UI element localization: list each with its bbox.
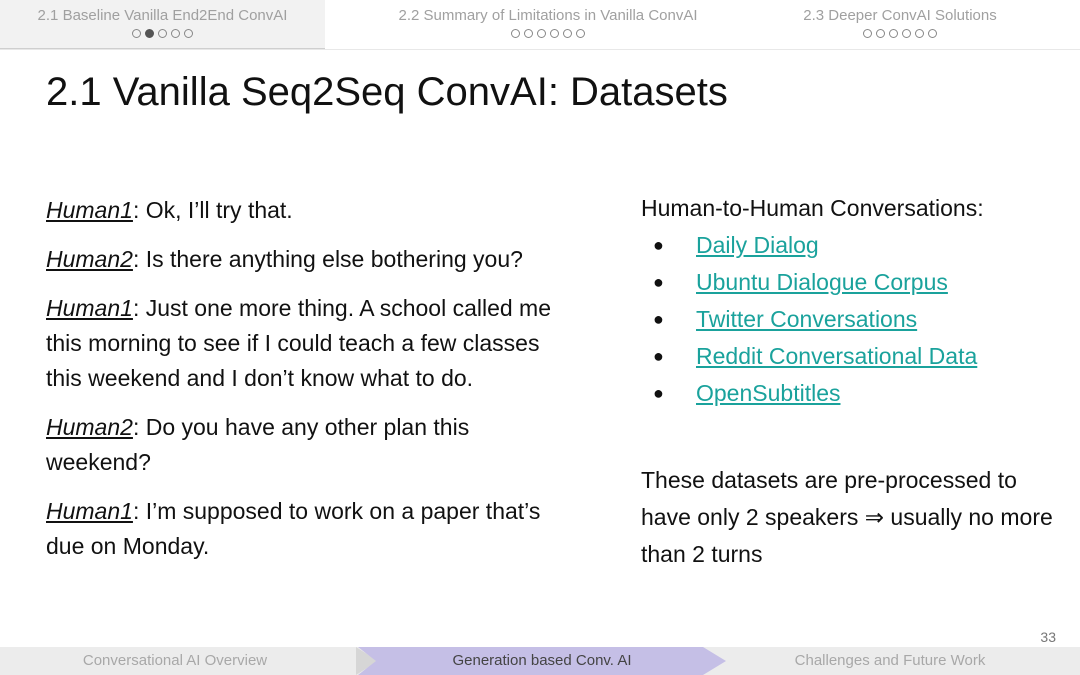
list-item (641, 340, 1061, 377)
top-navigation (0, 0, 1080, 50)
bottom-section-generation[interactable]: Generation based Conv. AI (452, 652, 632, 669)
nav-section-title: 2.1 Baseline Vanilla End2End ConvAI (37, 7, 288, 24)
nav-dot[interactable] (171, 29, 180, 38)
dialog-example (46, 193, 576, 578)
nav-dot[interactable] (537, 29, 546, 38)
nav-dot[interactable] (576, 29, 585, 38)
bullet-icon: ● (653, 383, 664, 403)
datasets-note: These datasets are pre-processed to have only 2 speakers ⇒ usually no more than 2 turns (641, 467, 1053, 567)
nav-section-title: 2.2 Summary of Limitations in Vanilla ConvAI (398, 7, 698, 24)
speaker-label: Human1 (46, 498, 133, 524)
list-item (641, 229, 1061, 266)
bullet-icon: ● (653, 309, 664, 329)
bullet-icon: ● (653, 272, 664, 292)
list-item (641, 303, 1061, 340)
nav-dot[interactable] (889, 29, 898, 38)
utterance-text: : I’m supposed to work on a paper that’s due on Monday. (46, 498, 541, 559)
datasets-heading: Human-to-Human Conversations: (641, 195, 984, 221)
nav-dot[interactable] (915, 29, 924, 38)
nav-dot[interactable] (184, 29, 193, 38)
bottom-section-overview[interactable]: Conversational AI Overview (82, 652, 268, 669)
speaker-label: Human1 (46, 295, 133, 321)
nav-dot[interactable] (550, 29, 559, 38)
link-ubuntu-dialogue-corpus[interactable]: Ubuntu Dialogue Corpus (696, 269, 948, 295)
list-item (641, 266, 1061, 303)
bullet-icon: ● (653, 346, 664, 366)
dialog-turn (46, 494, 576, 564)
nav-dot[interactable] (511, 29, 520, 38)
dialog-turn (46, 410, 576, 480)
nav-section-dots (368, 28, 728, 40)
utterance-text: : Just one more thing. A school called me this morning to see if I could teach a few classes this weekend and I don’t know what to do. (46, 295, 552, 391)
page-number: 33 (1040, 629, 1056, 645)
nav-dot[interactable] (158, 29, 167, 38)
utterance-text: : Do you have any other plan this weekend? (46, 414, 470, 475)
nav-dot[interactable] (132, 29, 141, 38)
nav-dot[interactable] (876, 29, 885, 38)
nav-section-dots (0, 28, 325, 40)
speaker-label: Human1 (46, 197, 133, 223)
nav-dot[interactable] (863, 29, 872, 38)
nav-section-title: 2.3 Deeper ConvAI Solutions (803, 7, 997, 24)
bottom-section-challenges[interactable]: Challenges and Future Work (794, 652, 986, 669)
nav-dot-current[interactable] (145, 29, 154, 38)
nav-section-2-2[interactable] (368, 0, 728, 50)
nav-dot[interactable] (902, 29, 911, 38)
utterance-text: : Ok, I’ll try that. (132, 197, 293, 223)
dialog-turn (46, 242, 576, 277)
nav-section-dots (770, 28, 1030, 40)
datasets-panel (641, 193, 1061, 573)
speaker-label: Human2 (46, 246, 133, 272)
nav-dot[interactable] (563, 29, 572, 38)
utterance-text: : Is there anything else bothering you? (132, 246, 523, 272)
speaker-label: Human2 (46, 414, 133, 440)
nav-dot[interactable] (524, 29, 533, 38)
bottom-navigation (0, 647, 1080, 675)
bullet-icon: ● (653, 235, 664, 255)
dataset-list (641, 229, 1061, 414)
link-opensubtitles[interactable]: OpenSubtitles (696, 380, 841, 406)
nav-dot[interactable] (928, 29, 937, 38)
slide-title: 2.1 Vanilla Seq2Seq ConvAI: Datasets (46, 70, 728, 114)
dialog-turn (46, 291, 576, 396)
nav-section-2-3[interactable] (770, 0, 1030, 50)
link-daily-dialog[interactable]: Daily Dialog (696, 232, 819, 258)
list-item (641, 377, 1061, 414)
dialog-turn (46, 193, 576, 228)
nav-divider (0, 49, 1080, 50)
link-twitter-conversations[interactable]: Twitter Conversations (696, 306, 918, 332)
link-reddit-conversational-data[interactable]: Reddit Conversational Data (696, 343, 978, 369)
nav-section-2-1[interactable] (0, 0, 325, 50)
